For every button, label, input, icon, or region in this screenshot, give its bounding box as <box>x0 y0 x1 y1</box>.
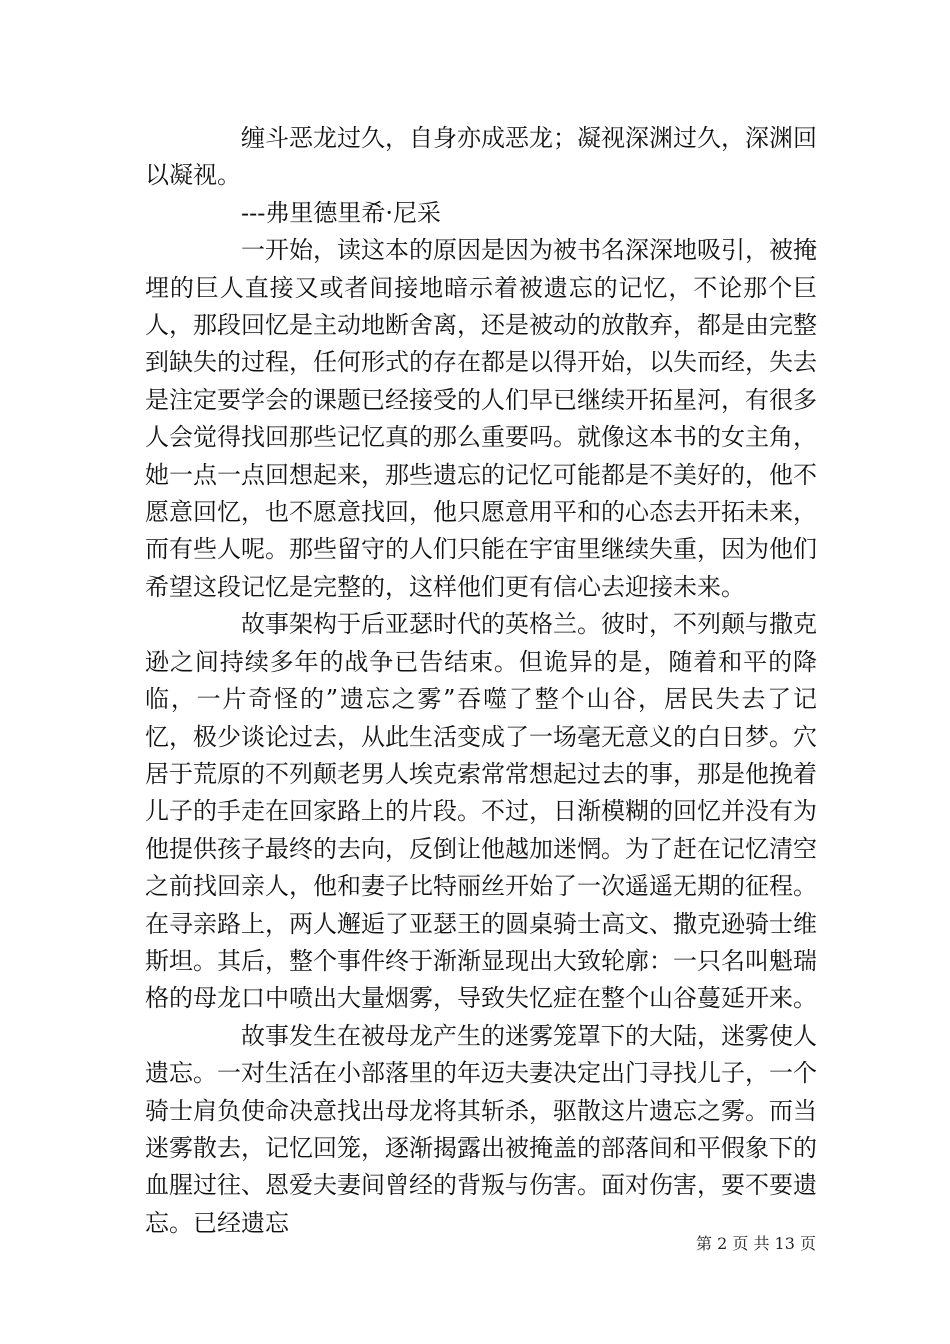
paragraph-3: 故事发生在被母龙产生的迷雾笼罩下的大陆，迷雾使人遗忘。一对生活在小部落里的年迈夫妻决定出门寻找儿子，一个骑士肩负使命决意找出母龙将其斩杀，驱散这片遗忘之雾。而当迷雾散去，记忆回笼，逐渐揭露出被掩盖的部落间和平假象下的血腥过往、恩爱夫妻间曾经的背叛与伤害。面对伤害，要不要遗忘。已经遗忘 <box>145 1021 817 1237</box>
paragraph-2: 故事架构于后亚瑟时代的英格兰。彼时，不列颠与撒克逊之间持续多年的战争已告结束。但诡异的是，随着和平的降临，一片奇怪的”遗忘之雾”吞噬了整个山谷，居民失去了记忆，极少谈论过去，从此生活变成了一场毫无意义的白日梦。穴居于荒原的不列颠老男人埃克索常常想起过去的事，那是他挽着儿子的手走在回家路上的片段。不过，日渐模糊的回忆并没有为他提供孩子最终的去向，反倒让他越加迷惘。为了赶在记忆清空之前找回亲人，他和妻子比特丽丝开始了一次遥遥无期的征程。在寻亲路上，两人邂逅了亚瑟王的圆桌骑士高文、撒克逊骑士维斯坦。其后，整个事件终于渐渐显现出大致轮廓：一只名叫魁瑞格的母龙口中喷出大量烟雾，导致失忆症在整个山谷蔓延开来。 <box>145 610 817 1013</box>
paragraph-1: 一开始，读这本的原因是因为被书名深深地吸引，被掩埋的巨人直接又或者间接地暗示着被遗忘的记忆，不论那个巨人，那段回忆是主动地断舍离，还是被动的放散弃，都是由完整到缺失的过程，任何形式的存在都是以得开始，以失而经，失去是注定要学会的课题已经接受的人们早已继续开拓星河，有很多人会觉得找回那些记忆真的那么重要吗。就像这本书的女主角，她一点一点回想起来，那些遗忘的记忆可能都是不美好的，他不愿意回忆，也不愿意找回，他只愿意用平和的心态去开拓未来，而有些人呢。那些留守的人们只能在宇宙里继续失重，因为他们希望这段记忆是完整的，这样他们更有信心去迎接未来。 <box>145 236 817 601</box>
page-number: 第 2 页 共 13 页 <box>696 1234 816 1253</box>
epigraph-quote: 缠斗恶龙过久，自身亦成恶龙；凝视深渊过久，深渊回以凝视。 <box>145 124 817 190</box>
body-text <box>145 120 817 1242</box>
epigraph-attribution: ---弗里德里希·尼采 <box>241 198 441 227</box>
